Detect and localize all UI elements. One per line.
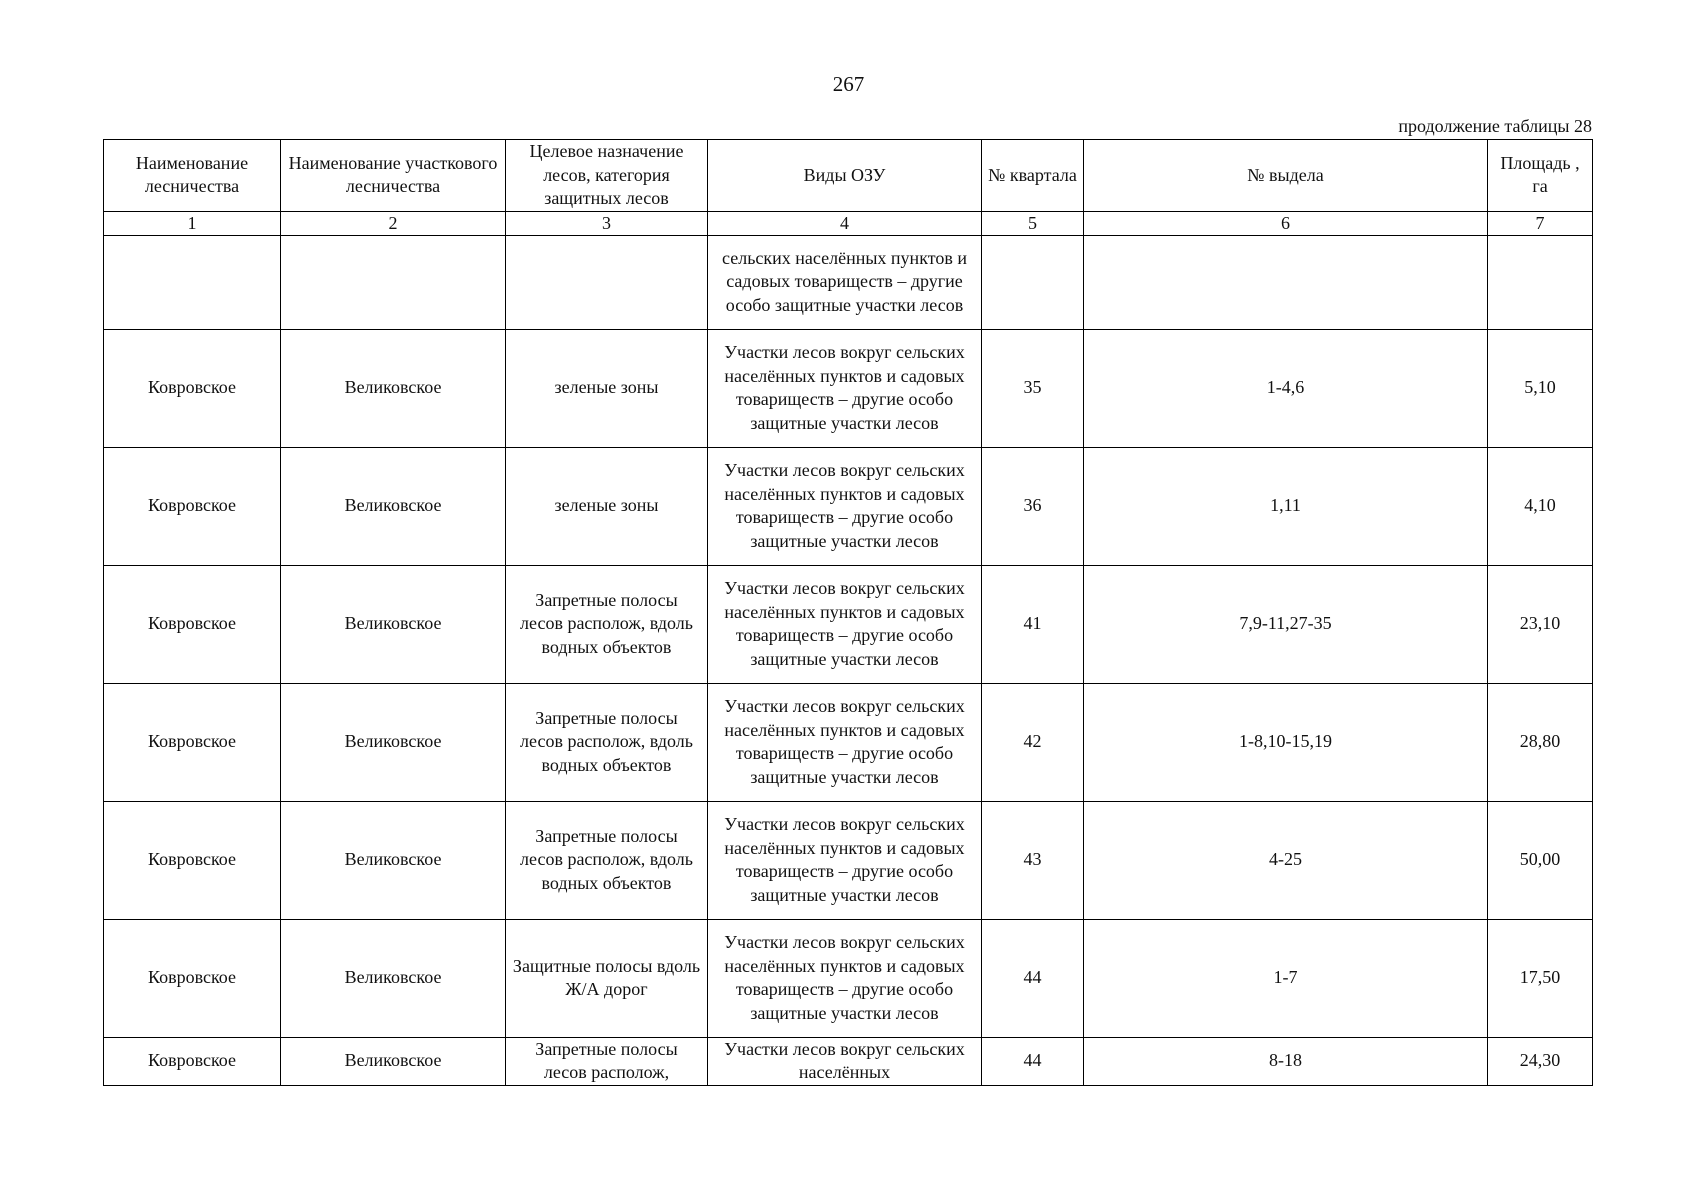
cell-forestry: Ковровское: [104, 683, 281, 801]
forest-ozu-table: [103, 139, 1593, 1086]
cell-ozu-type: Участки лесов вокруг сельских населённых пунктов и садовых товариществ – другие особо защитные участки лесов: [708, 801, 982, 919]
cell-plot-numbers: 7,9-11,27-35: [1084, 565, 1488, 683]
table-row: [104, 801, 1593, 919]
table-row: [104, 329, 1593, 447]
cell-area: 4,10: [1488, 447, 1593, 565]
header-district: Наименование участкового лесничества: [281, 140, 506, 212]
cell-purpose: Запретные полосы лесов располож, вдоль водных объектов: [506, 801, 708, 919]
column-number: 4: [708, 211, 982, 235]
page-number: 267: [832, 72, 865, 96]
cell-district: Великовское: [281, 329, 506, 447]
cell-area: [1488, 235, 1593, 329]
cell-forestry: [104, 235, 281, 329]
cell-forestry: Ковровское: [104, 447, 281, 565]
cell-ozu-type: сельских населённых пунктов и садовых товариществ – другие особо защитные участки лесов: [708, 235, 982, 329]
cell-area: 17,50: [1488, 919, 1593, 1037]
cell-plot-numbers: 1,11: [1084, 447, 1488, 565]
cell-ozu-type: Участки лесов вокруг сельских населённых пунктов и садовых товариществ – другие особо защитные участки лесов: [708, 447, 982, 565]
cell-quarter: 35: [982, 329, 1084, 447]
cell-plot-numbers: 1-4,6: [1084, 329, 1488, 447]
cell-district: Великовское: [281, 801, 506, 919]
cell-ozu-type: Участки лесов вокруг сельских населённых пунктов и садовых товариществ – другие особо защитные участки лесов: [708, 919, 982, 1037]
cell-purpose: Запретные полосы лесов располож, вдоль водных объектов: [506, 565, 708, 683]
cell-area: 5,10: [1488, 329, 1593, 447]
cell-ozu-type: Участки лесов вокруг сельских населённых пунктов и садовых товариществ – другие особо защитные участки лесов: [708, 683, 982, 801]
table-row: [104, 447, 1593, 565]
cell-ozu-type: Участки лесов вокруг сельских населённых: [708, 1037, 982, 1085]
cell-area: 28,80: [1488, 683, 1593, 801]
cell-forestry: Ковровское: [104, 565, 281, 683]
cell-plot-numbers: 1-8,10-15,19: [1084, 683, 1488, 801]
cell-forestry: Ковровское: [104, 329, 281, 447]
cell-plot-numbers: [1084, 235, 1488, 329]
table-continuation-label: продолжение таблицы 28: [1398, 116, 1592, 136]
cell-quarter: 44: [982, 1037, 1084, 1085]
table-row: [104, 1037, 1593, 1085]
header-plot-numbers: № выдела: [1084, 140, 1488, 212]
cell-quarter: 41: [982, 565, 1084, 683]
cell-plot-numbers: 1-7: [1084, 919, 1488, 1037]
column-number: 6: [1084, 211, 1488, 235]
cell-forestry: Ковровское: [104, 919, 281, 1037]
header-area: Площадь , га: [1488, 140, 1593, 212]
table-row: [104, 919, 1593, 1037]
cell-purpose: зеленые зоны: [506, 447, 708, 565]
column-number: 3: [506, 211, 708, 235]
cell-quarter: 36: [982, 447, 1084, 565]
cell-area: 23,10: [1488, 565, 1593, 683]
column-number: 5: [982, 211, 1084, 235]
cell-area: 50,00: [1488, 801, 1593, 919]
cell-district: Великовское: [281, 565, 506, 683]
cell-forestry: Ковровское: [104, 1037, 281, 1085]
header-purpose: Целевое назначение лесов, категория защитных лесов: [506, 140, 708, 212]
table-row: [104, 235, 1593, 329]
cell-quarter: [982, 235, 1084, 329]
cell-area: 24,30: [1488, 1037, 1593, 1085]
cell-plot-numbers: 4-25: [1084, 801, 1488, 919]
column-number-row: [104, 211, 1593, 235]
cell-purpose: [506, 235, 708, 329]
table-header-row: [104, 140, 1593, 212]
cell-ozu-type: Участки лесов вокруг сельских населённых пунктов и садовых товариществ – другие особо защитные участки лесов: [708, 329, 982, 447]
table-row: [104, 565, 1593, 683]
cell-ozu-type: Участки лесов вокруг сельских населённых пунктов и садовых товариществ – другие особо защитные участки лесов: [708, 565, 982, 683]
cell-forestry: Ковровское: [104, 801, 281, 919]
cell-purpose: Защитные полосы вдоль Ж/А дорог: [506, 919, 708, 1037]
cell-district: Великовское: [281, 683, 506, 801]
cell-purpose: Запретные полосы лесов располож, вдоль водных объектов: [506, 683, 708, 801]
cell-quarter: 43: [982, 801, 1084, 919]
column-number: 7: [1488, 211, 1593, 235]
column-number: 2: [281, 211, 506, 235]
header-forestry: Наименование лесничества: [104, 140, 281, 212]
cell-district: Великовское: [281, 1037, 506, 1085]
cell-purpose: зеленые зоны: [506, 329, 708, 447]
cell-district: [281, 235, 506, 329]
cell-purpose: Запретные полосы лесов располож,: [506, 1037, 708, 1085]
cell-plot-numbers: 8-18: [1084, 1037, 1488, 1085]
header-ozu-type: Виды ОЗУ: [708, 140, 982, 212]
cell-quarter: 44: [982, 919, 1084, 1037]
header-quarter: № квартала: [982, 140, 1084, 212]
cell-district: Великовское: [281, 919, 506, 1037]
column-number: 1: [104, 211, 281, 235]
table-row: [104, 683, 1593, 801]
cell-quarter: 42: [982, 683, 1084, 801]
cell-district: Великовское: [281, 447, 506, 565]
